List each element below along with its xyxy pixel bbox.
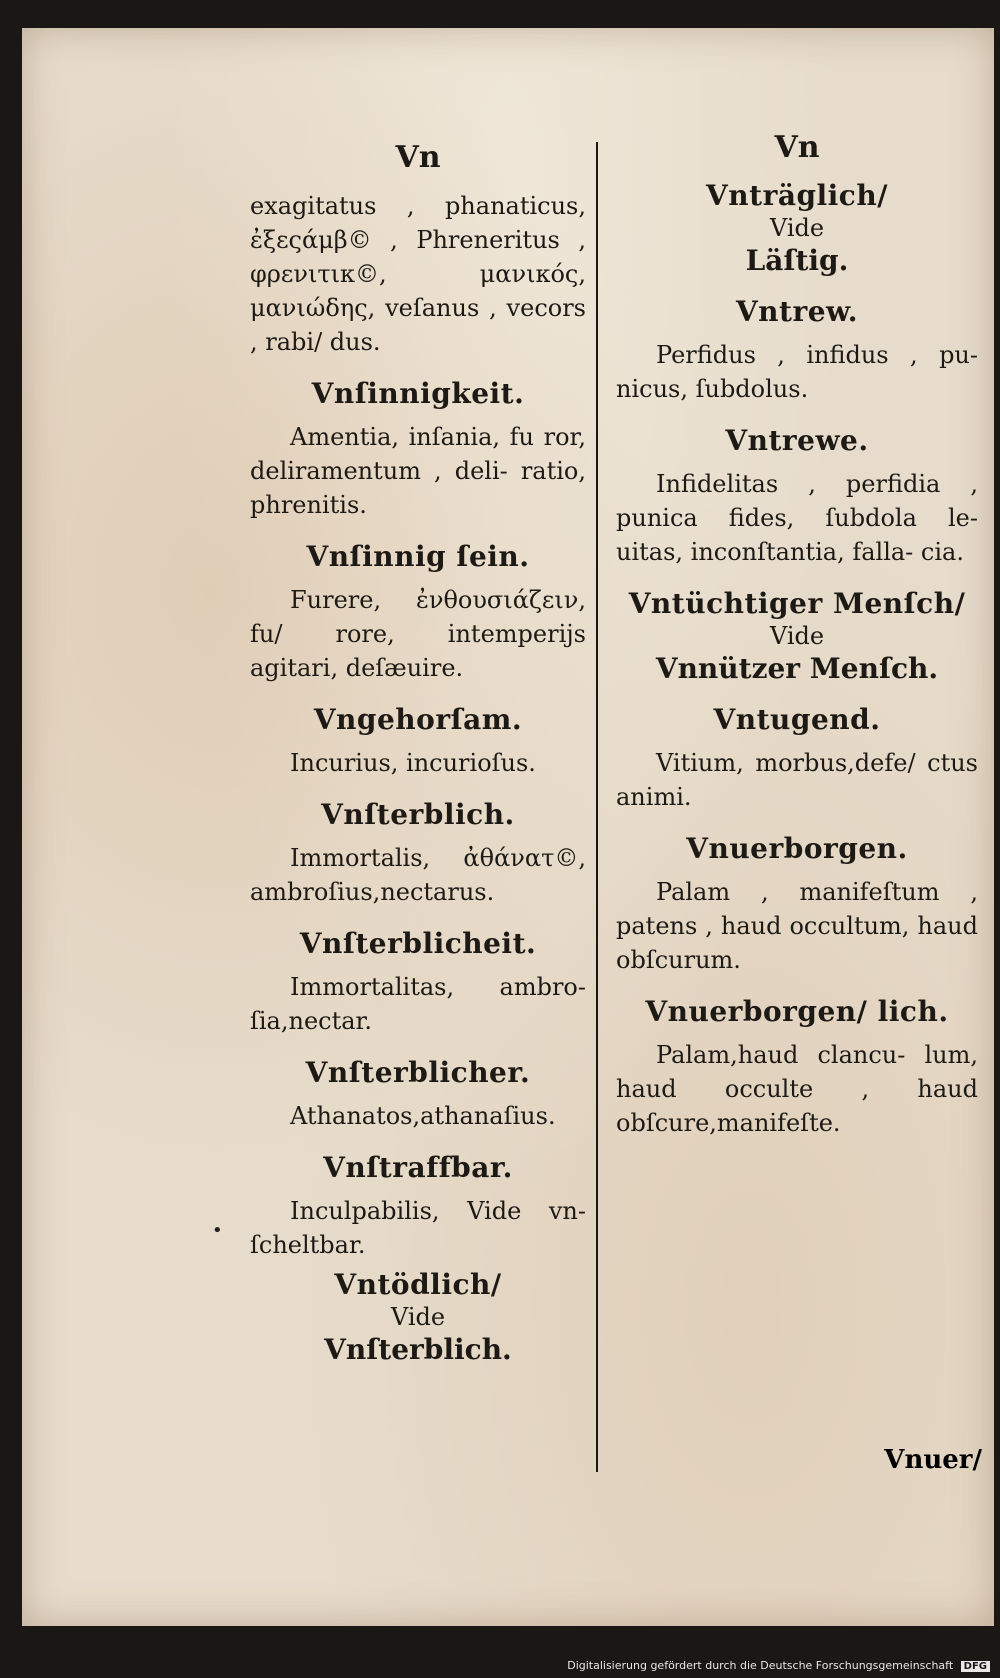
- entry-body: Perfidus , infidus , pu- nicus, ſubdolus.: [616, 341, 978, 403]
- entry-body: Infidelitas , perfidia , punica fides, ſubdola le- uitas, inconſtantia, falla- cia.: [616, 470, 978, 566]
- entry-body: Immortalis, ἀθάνατ©, ambroſius,nectarus.: [250, 844, 586, 906]
- ink-mark: •: [212, 1220, 223, 1241]
- running-head-right: Vn: [774, 130, 820, 165]
- xref-head: Vntödlich/: [334, 1268, 502, 1301]
- xref-target: Vnnützer Menſch.: [655, 652, 939, 685]
- entry-body: Vitium, morbus,defe/ ctus animi.: [616, 749, 978, 811]
- catchword: Vnuer/: [884, 1445, 982, 1475]
- entry-body: Furere, ἐνθουσιάζειν, fu/ rore, intemperijs agitari, deſæuire.: [250, 586, 586, 682]
- entry-head: Vnuerborgen/ lich.: [645, 995, 949, 1028]
- entry-body: Incurius, incurioſus.: [290, 749, 536, 777]
- entry-head: Vnſterblicher.: [305, 1056, 531, 1089]
- entry-head: Vntrewe.: [725, 424, 869, 457]
- entry-head: Vnſterblicheit.: [299, 927, 537, 960]
- footer-text: Digitalisierung gefördert durch die Deutsche Forschungsgemeinschaft: [567, 1659, 954, 1672]
- entry-body: Immortalitas, ambro- ſia,nectar.: [250, 973, 586, 1035]
- column-divider: [596, 142, 598, 1472]
- entry-body: Athanatos,athanaſius.: [290, 1102, 556, 1130]
- left-intro-text: exagitatus , phanaticus, ἐξεςάμβ© , Phreneritus , φρενιτικ©, μανικός, μανιώδης, veſanus , vecors , rabi/ dus.: [250, 192, 586, 356]
- vide-label: Vide: [769, 214, 825, 242]
- entry-head: Vntugend.: [713, 703, 881, 736]
- right-column: [616, 130, 978, 1140]
- vide-label: Vide: [769, 622, 825, 650]
- entry-head: Vnſinnigkeit.: [311, 377, 525, 410]
- entry-head: Vngehorſam.: [313, 703, 523, 736]
- entry-head: Vnſterblich.: [321, 798, 515, 831]
- dfg-logo: DFG: [961, 1661, 990, 1672]
- entry-head: Vntrew.: [735, 295, 859, 328]
- xref-target: Läſtig.: [745, 244, 849, 277]
- entry-head: Vnſinnig ſein.: [306, 540, 530, 573]
- xref-head: Vntüchtiger Menſch/: [628, 587, 966, 620]
- entry-head: Vnſtraffbar.: [323, 1151, 513, 1184]
- xref-head: Vnträglich/: [706, 179, 888, 212]
- entry-body: Inculpabilis, Vide vn- ſcheltbar.: [250, 1197, 586, 1259]
- vide-label: Vide: [390, 1303, 446, 1331]
- digitization-footer: [0, 1659, 990, 1672]
- entry-body: Amentia, inſania, fu ror, deliramentum , deli- ratio, phrenitis.: [250, 423, 586, 519]
- left-column: [250, 140, 586, 1378]
- running-head-left: Vn: [395, 140, 441, 175]
- xref-target: Vnſterblich.: [324, 1333, 512, 1366]
- entry-body: Palam,haud clancu- lum, haud occulte , haud obſcure,manifeſte.: [616, 1041, 978, 1137]
- entry-body: Palam , manifeſtum , patens , haud occultum, haud obſcurum.: [616, 878, 978, 974]
- entry-head: Vnuerborgen.: [686, 832, 908, 865]
